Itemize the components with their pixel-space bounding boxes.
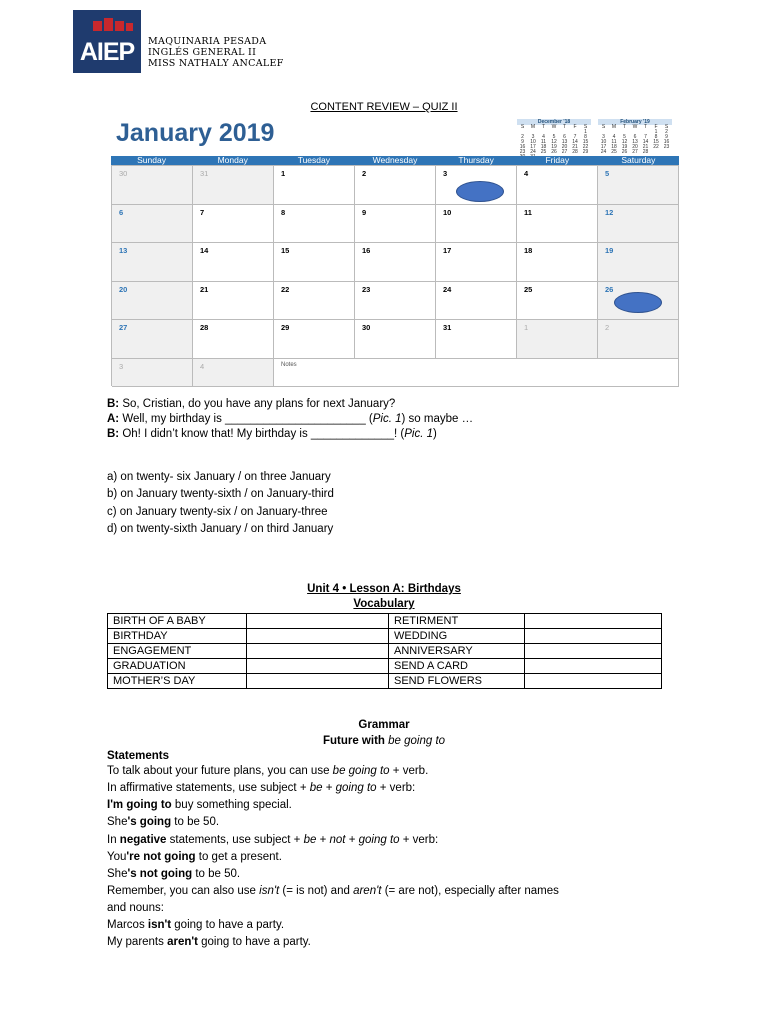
day-cell: 1 xyxy=(517,320,598,359)
calendar-title: January 2019 xyxy=(116,119,275,147)
day-cell-marked xyxy=(598,282,679,320)
grammar-paragraph-4: Remember, you can also use isn't (= is not) and aren't (= are not), especially after names xyxy=(107,885,559,897)
header-teacher: MISS NATHALY ANCALEF xyxy=(148,58,284,69)
table-row xyxy=(108,644,662,659)
grammar-heading: Grammar xyxy=(358,719,410,731)
table-row xyxy=(108,614,662,629)
grammar-example-2: She's going to be 50. xyxy=(107,816,220,828)
mini-calendar-february: February '19 S M T W T F S 1 2 3 4 5 6 7 8 9 10 11 12 13 14 15 16 17 18 19 20 21 22 23 24 25 26 27 28 xyxy=(598,119,672,155)
vocab-term: WEDDING xyxy=(389,629,525,644)
weekday-tuesday: Tuesday xyxy=(297,155,330,165)
vocab-blank xyxy=(525,674,662,689)
vocab-term: ANNIVERSARY xyxy=(389,644,525,659)
header-level: INGLÉS GENERAL II xyxy=(148,47,257,58)
day-cell: 29 xyxy=(274,320,355,359)
day-cell: 10 xyxy=(436,205,517,243)
vocab-term: RETIRMENT xyxy=(389,614,525,629)
day-cell: 21 xyxy=(193,282,274,320)
grammar-paragraph-3: In negative statements, use subject + be + not + going to + verb: xyxy=(107,834,439,846)
day-cell: 12 xyxy=(598,205,679,243)
day-number: 26 xyxy=(605,285,614,294)
vocab-term: BIRTHDAY xyxy=(108,629,247,644)
day-cell: 4 xyxy=(193,359,274,387)
weekday-wednesday: Wednesday xyxy=(372,155,418,165)
vocab-blank xyxy=(247,629,389,644)
vocab-blank xyxy=(525,629,662,644)
vocab-term: BIRTH OF A BABY xyxy=(108,614,247,629)
option-c: c) on January twenty-six / on January-three xyxy=(107,506,328,518)
vocab-blank xyxy=(525,614,662,629)
grammar-paragraph-1: To talk about your future plans, you can use be going to + verb. xyxy=(107,765,429,777)
mini-calendar-title: December '18 xyxy=(517,119,591,125)
day-cell: 14 xyxy=(193,243,274,282)
day-cell: 27 xyxy=(112,320,193,359)
vocab-blank xyxy=(525,659,662,674)
day-cell-marked xyxy=(436,166,517,205)
day-cell: 18 xyxy=(517,243,598,282)
vocab-term: ENGAGEMENT xyxy=(108,644,247,659)
calendar-weekday-header xyxy=(111,156,679,165)
vocab-blank xyxy=(247,674,389,689)
vocabulary-table xyxy=(107,613,662,689)
day-cell: 13 xyxy=(112,243,193,282)
day-cell: 5 xyxy=(598,166,679,205)
grammar-example-6: My parents aren't going to have a party. xyxy=(107,936,311,948)
vocab-blank xyxy=(525,644,662,659)
day-cell: 7 xyxy=(193,205,274,243)
mini-calendar-head: S M T W T F S xyxy=(520,124,588,130)
day-cell: 1 xyxy=(274,166,355,205)
day-cell: 31 xyxy=(193,166,274,205)
grammar-subheading: Future with be going to xyxy=(322,735,446,747)
vocab-blank xyxy=(247,614,389,629)
vocab-term: MOTHER’S DAY xyxy=(108,674,247,689)
day-cell: 4 xyxy=(517,166,598,205)
highlight-oval xyxy=(456,181,504,202)
day-cell: 16 xyxy=(355,243,436,282)
unit-heading: Unit 4 • Lesson A: Birthdays xyxy=(307,583,461,595)
dialogue-line-2: A: Well, my birthday is ______________________ (Pic. 1) so maybe … xyxy=(107,413,474,425)
vocab-term: SEND FLOWERS xyxy=(389,674,525,689)
calendar-grid xyxy=(111,165,679,386)
table-row xyxy=(108,674,662,689)
day-number: 3 xyxy=(443,169,448,178)
option-a: a) on twenty- six January / on three January xyxy=(107,471,331,483)
day-cell: 28 xyxy=(193,320,274,359)
day-cell: 8 xyxy=(274,205,355,243)
dialogue-line-3: B: Oh! I didn’t know that! My birthday is _____________! (Pic. 1) xyxy=(107,428,437,440)
day-cell: 31 xyxy=(436,320,517,359)
option-b: b) on January twenty-sixth / on January-third xyxy=(107,488,334,500)
vocab-term: SEND A CARD xyxy=(389,659,525,674)
day-cell: 30 xyxy=(112,166,193,205)
weekday-saturday: Saturday xyxy=(621,155,656,165)
weekday-sunday: Sunday xyxy=(137,155,166,165)
day-cell: 23 xyxy=(355,282,436,320)
logo-text: AIEP xyxy=(79,38,135,66)
table-row xyxy=(108,629,662,644)
day-cell: 2 xyxy=(355,166,436,205)
mini-calendar-title: February '19 xyxy=(598,119,672,125)
option-d: d) on twenty-sixth January / on third January xyxy=(107,523,334,535)
grammar-example-4: She's not going to be 50. xyxy=(107,868,241,880)
day-cell: 15 xyxy=(274,243,355,282)
mini-calendar-head: S M T W T F S xyxy=(601,124,669,130)
vocab-blank xyxy=(247,644,389,659)
aiep-logo xyxy=(73,10,141,73)
highlight-oval xyxy=(614,292,662,313)
vocab-term: GRADUATION xyxy=(108,659,247,674)
header-course: MAQUINARIA PESADA xyxy=(148,36,267,47)
dialogue-line-1: B: So, Cristian, do you have any plans for next January? xyxy=(107,398,396,410)
weekday-monday: Monday xyxy=(217,155,248,165)
day-cell: 11 xyxy=(517,205,598,243)
day-cell: 20 xyxy=(112,282,193,320)
notes-cell: Notes xyxy=(274,359,679,387)
day-cell: 25 xyxy=(517,282,598,320)
grammar-paragraph-4-cont: and nouns: xyxy=(107,902,164,914)
grammar-example-5: Marcos isn't going to have a party. xyxy=(107,919,285,931)
vocab-blank xyxy=(247,659,389,674)
table-row xyxy=(108,659,662,674)
weekday-friday: Friday xyxy=(545,155,570,165)
day-cell: 2 xyxy=(598,320,679,359)
vocabulary-heading: Vocabulary xyxy=(353,598,415,610)
grammar-example-1: I'm going to buy something special. xyxy=(107,799,292,811)
day-cell: 17 xyxy=(436,243,517,282)
page-title: CONTENT REVIEW – QUIZ II xyxy=(310,101,458,113)
day-cell: 9 xyxy=(355,205,436,243)
mini-calendar-december: December '18 S M T W T F S 1 2 3 4 5 6 7 8 9 10 11 12 13 14 15 16 17 18 19 20 21 22 23 24 25 26 27 28 29 xyxy=(517,119,591,155)
day-cell: 19 xyxy=(598,243,679,282)
day-cell: 3 xyxy=(112,359,193,387)
grammar-example-3: You're not going to get a present. xyxy=(107,851,282,863)
day-cell: 24 xyxy=(436,282,517,320)
weekday-thursday: Thursday xyxy=(458,155,494,165)
day-cell: 6 xyxy=(112,205,193,243)
calendar-image xyxy=(111,117,679,386)
grammar-paragraph-2: In affirmative statements, use subject + be + going to + verb: xyxy=(107,782,416,794)
day-cell: 22 xyxy=(274,282,355,320)
day-cell: 30 xyxy=(355,320,436,359)
statements-heading: Statements xyxy=(107,750,169,762)
